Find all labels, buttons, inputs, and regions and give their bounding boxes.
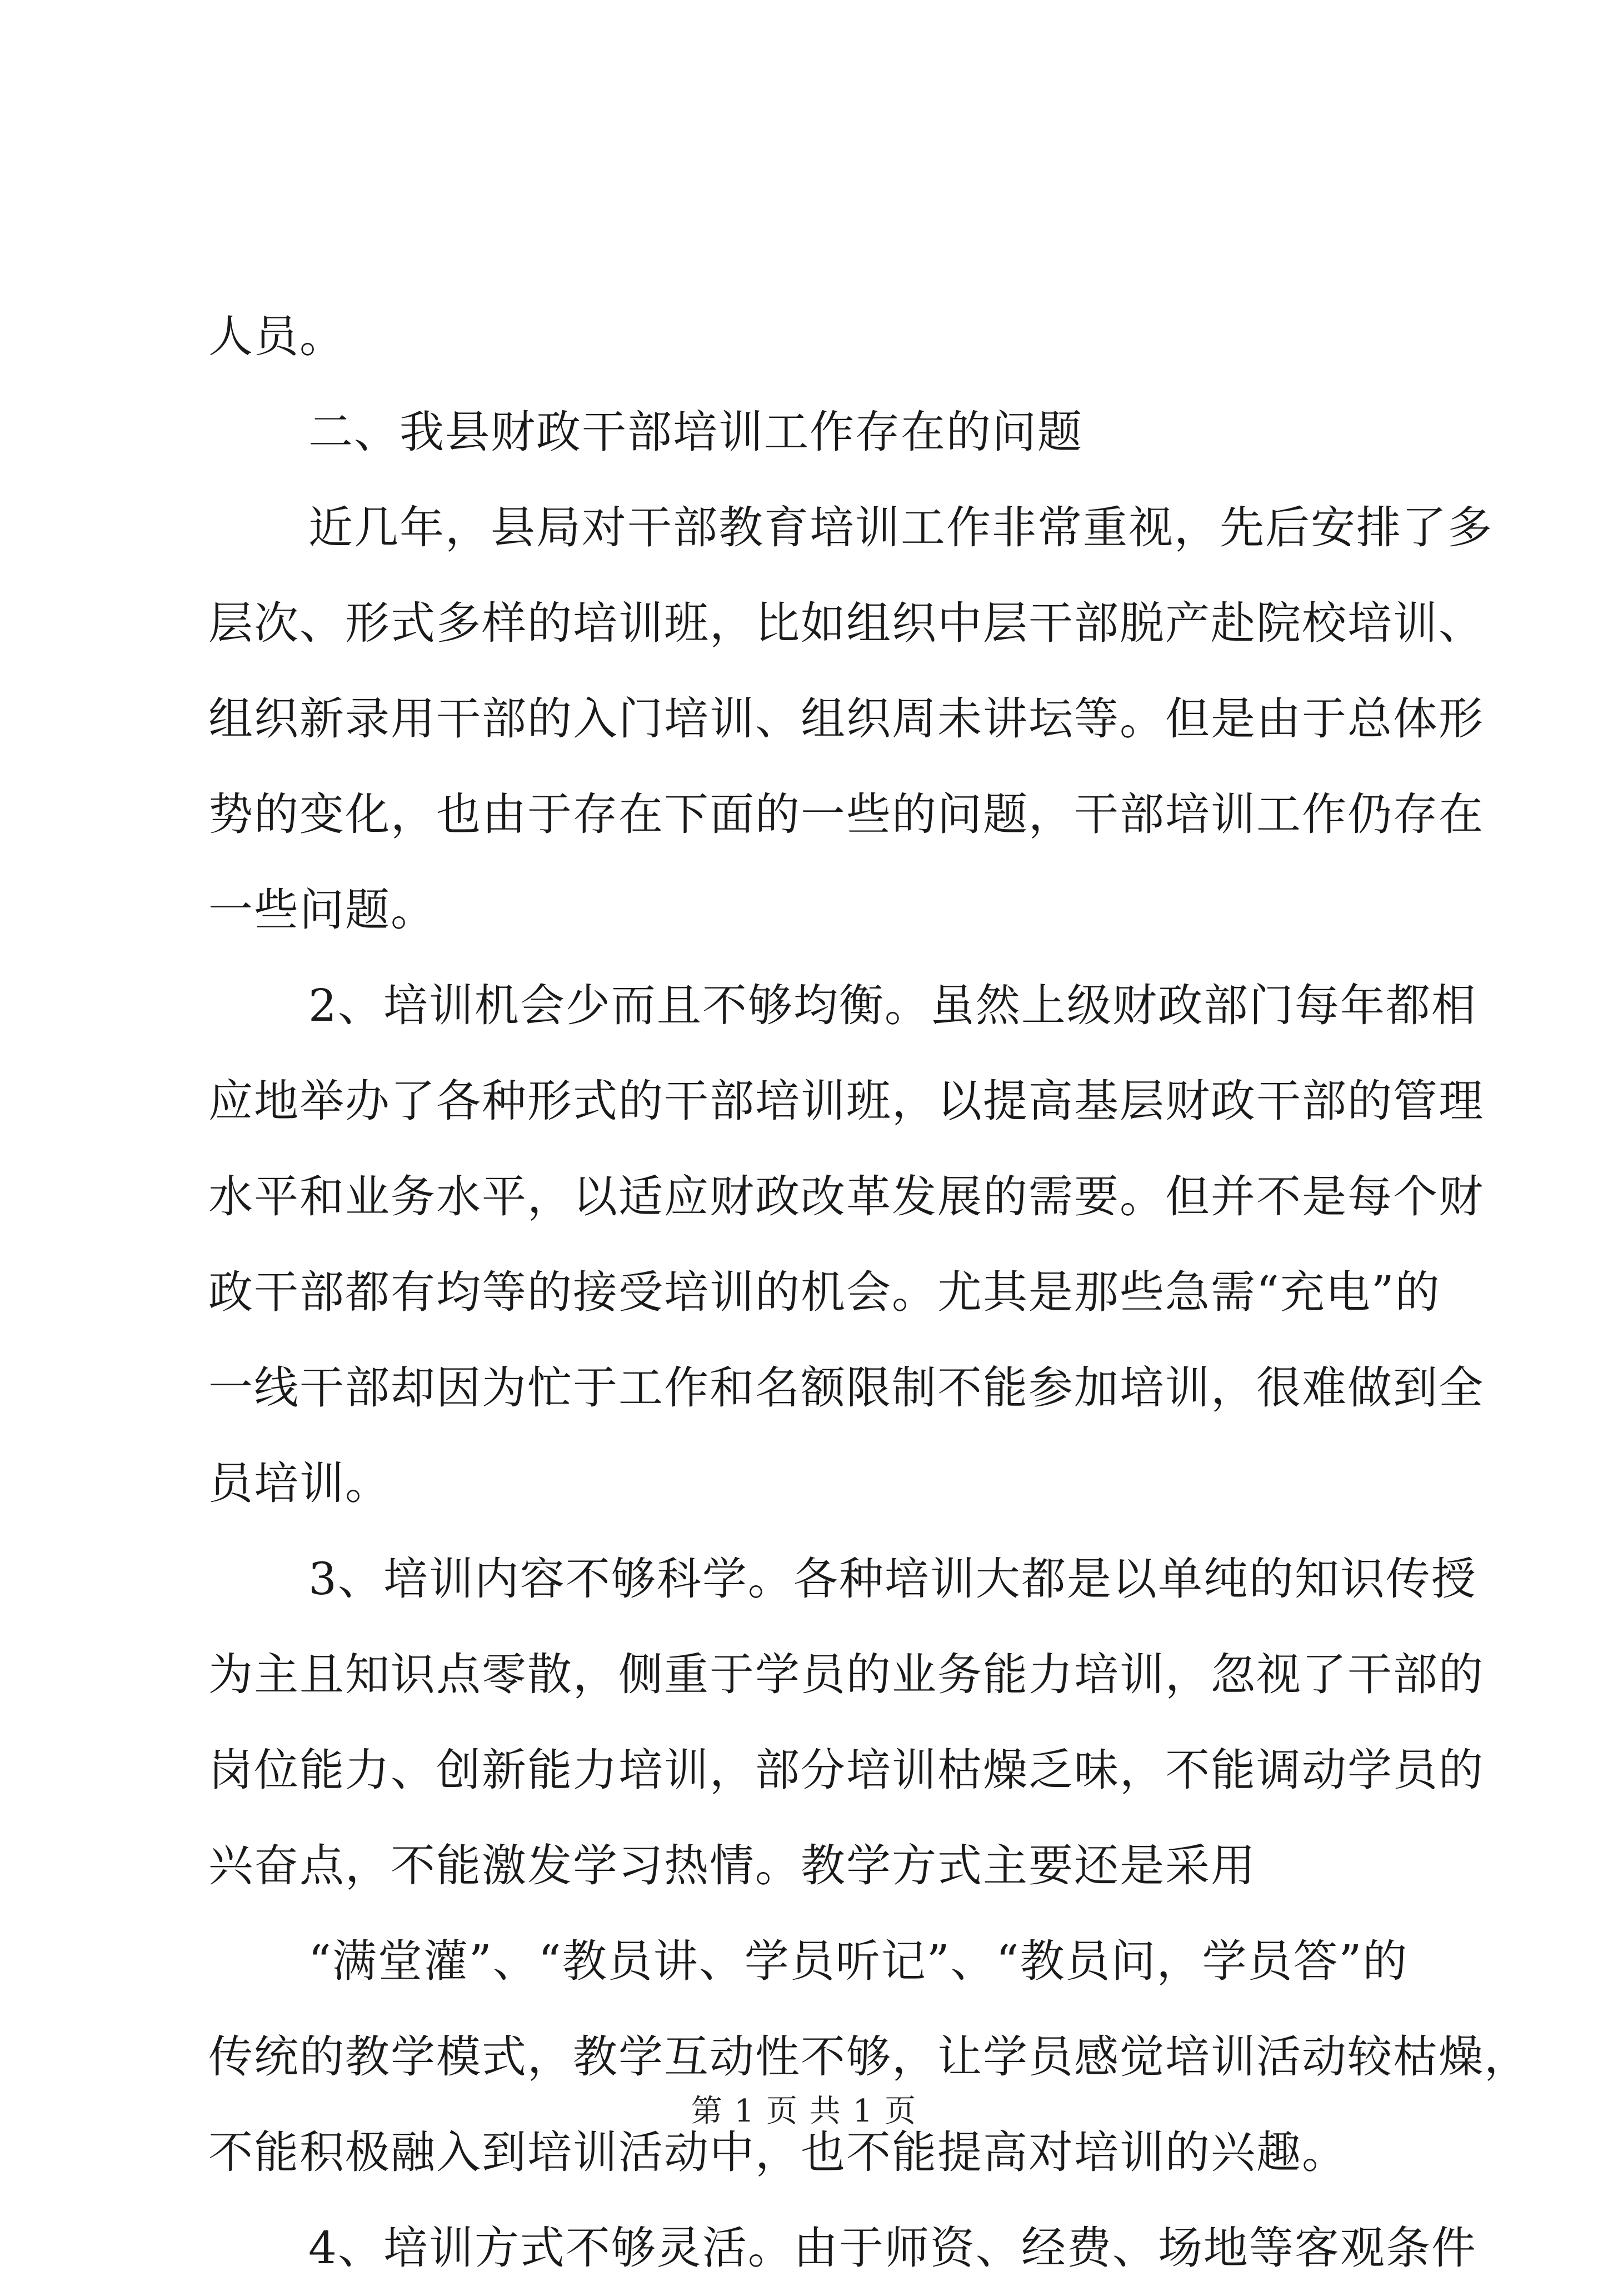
paragraph-line: “满堂灌”、“教员讲、学员听记”、“教员问，学员答”的 [308, 1935, 1409, 1987]
paragraph-line: 一些问题。 [208, 884, 436, 936]
paragraph-line: 水平和业务水平，以适应财政改革发展的需要。但并不是每个财 [208, 1171, 1484, 1222]
paragraph-line: 不能积极融入到培训活动中，也不能提高对培训的兴趣。 [208, 2127, 1347, 2178]
paragraph-line: 势的变化，也由于存在下面的一些的问题，干部培训工作仍存在 [208, 788, 1484, 840]
paragraph-line: 一线干部却因为忙于工作和名额限制不能参加培训，很难做到全 [208, 1362, 1484, 1414]
paragraph-line: 近几年，县局对干部教育培训工作非常重视，先后安排了多 [308, 502, 1493, 553]
paragraph-line: 2、培训机会少而且不够均衡。虽然上级财政部门每年都相 [308, 980, 1477, 1031]
paragraph-line: 政干部都有均等的接受培训的机会。尤其是那些急需“充电”的 [208, 1266, 1441, 1318]
section-heading: 二、我县财政干部培训工作存在的问题 [308, 406, 1083, 458]
paragraph-line: 应地举办了各种形式的干部培训班，以提高基层财政干部的管理 [208, 1075, 1484, 1127]
paragraph-line: 组织新录用干部的入门培训、组织周未讲坛等。但是由于总体形 [208, 693, 1484, 745]
page-number-footer: 第 1 页 共 1 页 [691, 2093, 917, 2129]
text-line: 人员。 [208, 311, 345, 362]
paragraph-line: 兴奋点，不能激发学习热情。教学方式主要还是采用 [208, 1840, 1256, 1891]
paragraph-line: 3、培训内容不够科学。各种培训大都是以单纯的知识传授 [308, 1553, 1477, 1605]
document-body [208, 289, 1530, 2296]
paragraph-line: 员培训。 [208, 1458, 391, 1509]
paragraph-line: 为主且知识点零散，侧重于学员的业务能力培训，忽视了干部的 [208, 1649, 1484, 1700]
paragraph-line: 传统的教学模式，教学互动性不够，让学员感觉培训活动较枯燥， [208, 2031, 1530, 2083]
paragraph-line: 4、培训方式不够灵活。由于师资、经费、场地等客观条件 [308, 2222, 1477, 2274]
paragraph-line: 层次、形式多样的培训班，比如组织中层干部脱产赴院校培训、 [208, 597, 1484, 649]
paragraph-line: 岗位能力、创新能力培训，部分培训枯燥乏味，不能调动学员的 [208, 1744, 1484, 1796]
